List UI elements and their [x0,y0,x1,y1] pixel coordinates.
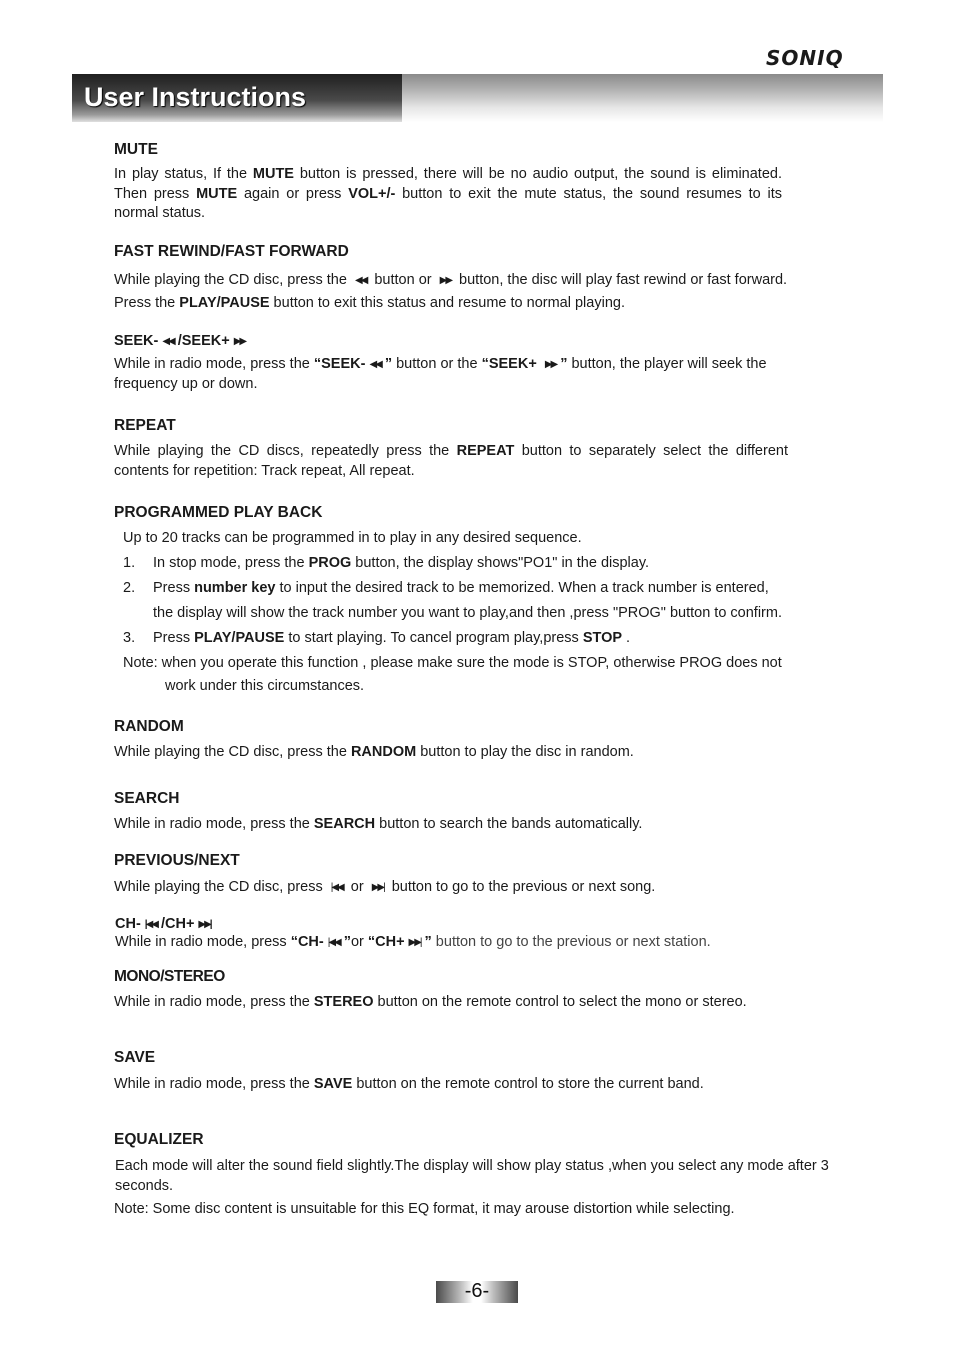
section-programmed-play-back [114,504,874,697]
section-text: While playing the CD discs, repeatedly press the REPEAT button to separately select the different contents for repetition: Track repeat, All repeat. [114,443,788,479]
section-text: While in radio mode, press the SAVE button on the remote control to store the current band. [114,1076,704,1092]
section-text: While in radio mode, press the SEARCH button to search the bands automatically. [114,816,643,832]
section-heading: REPEAT [114,417,176,434]
section-heading: MUTE [114,141,158,158]
section-previous-next [114,852,862,898]
section-heading: MONO/STEREO [114,968,225,985]
brand-logo: SONIQ [766,46,844,70]
section-text: While playing the CD disc, press the RANDOM button to play the disc in random. [114,744,634,760]
rewind-icon: ◀◀ [162,336,174,347]
fast-forward-icon: ▶▶ [233,336,246,347]
section-text: While in radio mode, press the STEREO button on the remote control to select the mono or stereo. [114,994,747,1010]
section-text: While in radio mode, press “CH- |◀◀ ”or “CH+ ▶▶| ” button to go to the previous or next station. [115,933,863,953]
next-track-icon: ▶▶| [371,882,384,893]
list-item: the display will show the track number you want to play,and then ,press "PROG" button to confirm. [153,605,782,621]
section-heading: SAVE [114,1049,156,1066]
section-text: In play status, If the MUTE button is pressed, there will be no audio output, the sound is eliminated. Then press MUTE again or press VOL+/- button to exit the mute status, the sound resumes to its normal status. [114,166,782,221]
previous-track-icon: |◀◀ [144,919,157,930]
page-number: -6- [464,1280,490,1302]
section-text: While playing the CD disc, press |◀◀ or ▶▶| button to go to the previous or next song. [114,878,862,898]
section-mute [114,141,782,224]
fast-forward-icon: ▶▶ [439,275,452,286]
section-search [114,790,862,835]
section-heading: FAST REWIND/FAST FORWARD [114,243,349,260]
section-save [114,1049,759,1095]
section-seek [114,333,834,394]
fast-forward-icon: ▶▶ [544,359,557,370]
section-heading: EQUALIZER [114,1131,204,1148]
section-heading: PREVIOUS/NEXT [114,852,240,869]
page-title: User Instructions [72,74,402,122]
note-text: Note: Some disc content is unsuitable for this EQ format, it may arouse distortion while selecting. [114,1201,735,1217]
list-item: 1. In stop mode, press the PROG button, the display shows"PO1" in the display. [123,555,650,571]
next-track-icon: ▶▶| [198,919,211,930]
section-heading: CH- |◀◀ /CH+ ▶▶| [115,916,211,932]
list-item: Up to 20 tracks can be programmed in to play in any desired sequence. [123,530,582,546]
section-repeat [114,417,788,481]
section-equalizer [114,1131,854,1220]
section-random [114,718,862,763]
previous-track-icon: |◀◀ [330,882,343,893]
note-line: Note: when you operate this function , please make sure the mode is STOP, otherwise PROG does not [123,655,782,671]
note-line: work under this circumstances. [165,678,365,694]
section-fast-rewind-forward [114,243,794,314]
section-channel [115,916,863,953]
section-text: While playing the CD disc, press the ◀◀ button or ▶▶ button, the disc will play fast rewind or fast forward. Press the PLAY/PAUSE button to exit this status and resume to normal playing. [114,272,788,311]
section-heading: SEEK- ◀◀ /SEEK+ ▶▶ [114,333,246,349]
section-mono-stereo [114,968,784,1010]
section-heading: PROGRAMMED PLAY BACK [114,504,323,521]
rewind-icon: ◀◀ [369,359,381,370]
list-item: 3. Press PLAY/PAUSE to start playing. To cancel program play,press STOP . [123,630,631,646]
list-item: 2. Press number key to input the desired track to be memorized. When a track number is entered, [123,580,769,596]
next-track-icon: ▶▶| [408,937,421,948]
section-heading: RANDOM [114,718,184,735]
section-text: While in radio mode, press the “SEEK- ◀◀ ” button or the “SEEK+ ▶▶ ” button, the player will seek the frequency up or down. [114,356,767,392]
section-heading: SEARCH [114,790,180,807]
rewind-icon: ◀◀ [354,275,367,286]
program-list [123,526,874,697]
previous-track-icon: |◀◀ [327,937,340,948]
section-text: Each mode will alter the sound field slightly.The display will show play status ,when you select any mode after 3 seconds. [115,1158,829,1194]
